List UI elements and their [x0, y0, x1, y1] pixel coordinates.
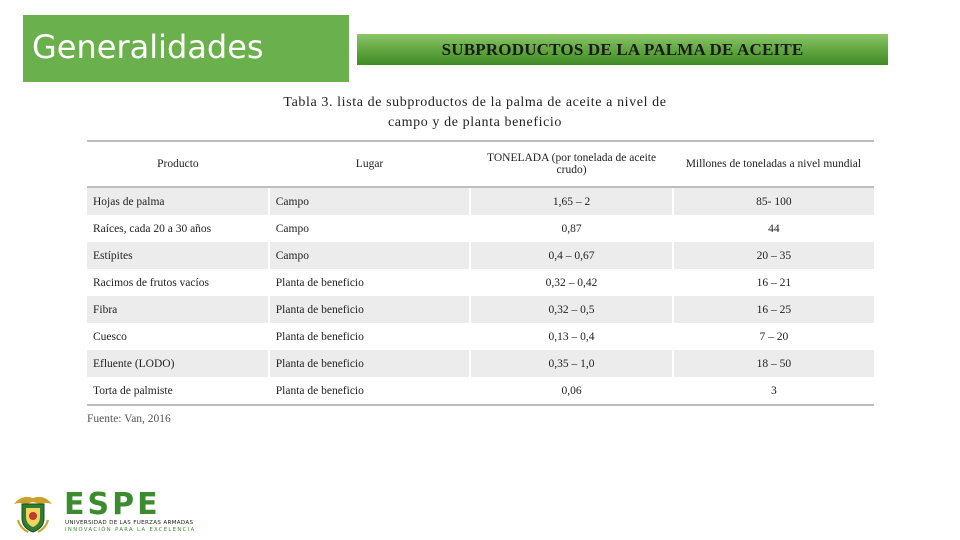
cell-producto: Cuesco — [93, 330, 127, 343]
cell-millones: 44 — [673, 215, 874, 242]
logo-university: UNIVERSIDAD DE LAS FUERZAS ARMADAS — [65, 520, 194, 526]
cell-lugar: Campo — [269, 215, 471, 242]
table-source: Fuente: Van, 2016 — [87, 413, 171, 425]
espe-logo — [10, 487, 225, 535]
caption-line-1: Tabla 3. lista de subproductos de la palma de aceite a nivel de — [283, 95, 667, 110]
cell-millones: 18 – 50 — [673, 350, 874, 377]
table-header-row — [87, 141, 874, 187]
university-crest-icon — [10, 490, 56, 534]
cell-lugar: Campo — [269, 187, 471, 215]
cell-tonelada: 1,65 – 2 — [470, 187, 672, 215]
table-row — [87, 377, 874, 405]
cell-producto: Fibra — [87, 296, 269, 323]
cell-producto: Racimos de frutos vacíos — [93, 276, 209, 289]
section-title: Generalidades — [32, 28, 264, 66]
cell-millones: 85- 100 — [673, 187, 874, 215]
table-row — [87, 296, 874, 323]
table-caption — [245, 93, 705, 133]
cell-millones: 20 – 35 — [673, 242, 874, 269]
cell-millones: 7 – 20 — [673, 323, 874, 350]
table-row — [87, 350, 874, 377]
caption-line-2: campo y de planta beneficio — [387, 115, 563, 130]
cell-millones: 16 – 21 — [673, 269, 874, 296]
header-lugar: Lugar — [269, 141, 471, 187]
header-millones: Millones de toneladas a nivel mundial — [673, 141, 874, 187]
table-row — [87, 242, 874, 269]
cell-tonelada: 0,13 – 0,4 — [470, 323, 672, 350]
cell-tonelada: 0,87 — [470, 215, 672, 242]
logo-wordmark: ESPE — [64, 487, 161, 522]
cell-lugar: Planta de beneficio — [269, 350, 471, 377]
title-banner — [357, 34, 888, 65]
section-title-box — [23, 15, 349, 82]
table-row — [87, 187, 874, 215]
cell-tonelada: 0,06 — [470, 377, 672, 405]
table-row — [87, 269, 874, 296]
cell-millones: 16 – 25 — [673, 296, 874, 323]
cell-lugar: Planta de beneficio — [269, 323, 471, 350]
table-row — [87, 323, 874, 350]
cell-producto: Raíces, cada 20 a 30 años — [93, 222, 212, 235]
cell-lugar: Campo — [269, 242, 471, 269]
cell-producto: Torta de palmiste — [87, 377, 269, 405]
cell-lugar: Planta de beneficio — [269, 377, 471, 405]
cell-producto: Estípites — [87, 242, 269, 269]
cell-producto: Efluente (LODO) — [87, 350, 269, 377]
table-row — [87, 215, 874, 242]
subproducts-table — [87, 140, 874, 406]
cell-tonelada: 0,32 – 0,42 — [470, 269, 672, 296]
cell-millones: 3 — [673, 377, 874, 405]
header-producto: Producto — [87, 141, 269, 187]
cell-lugar: Planta de beneficio — [269, 296, 471, 323]
logo-motto: INNOVACIÓN PARA LA EXCELENCIA — [65, 527, 196, 533]
cell-lugar: Planta de beneficio — [269, 269, 471, 296]
cell-tonelada: 0,4 – 0,67 — [470, 242, 672, 269]
cell-tonelada: 0,35 – 1,0 — [470, 350, 672, 377]
banner-title: SUBPRODUCTOS DE LA PALMA DE ACEITE — [441, 39, 804, 59]
header-tonelada: TONELADA (por tonelada de aceite crudo) — [470, 141, 672, 187]
cell-producto: Hojas de palma — [87, 187, 269, 215]
cell-tonelada: 0,32 – 0,5 — [470, 296, 672, 323]
